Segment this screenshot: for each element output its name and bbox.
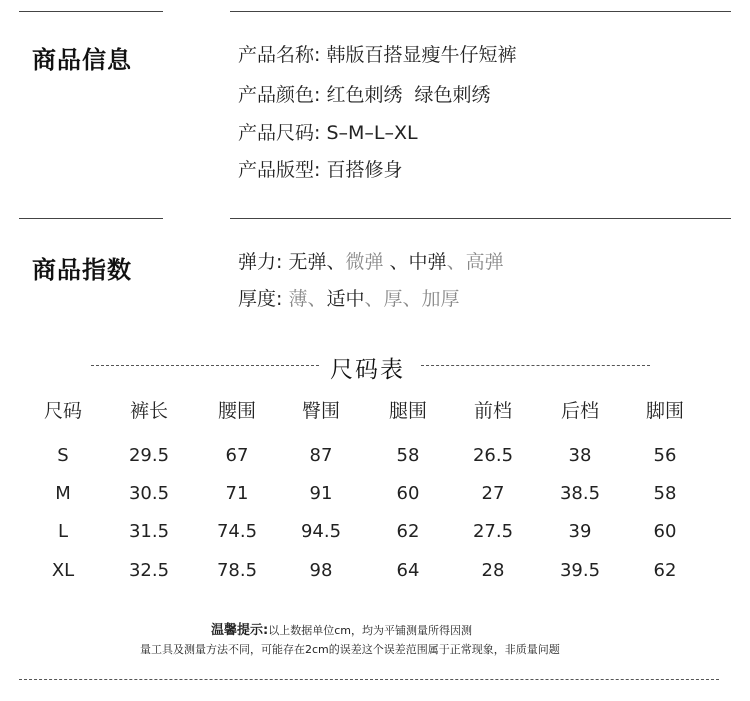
thickness-option-thick: 厚 [383, 288, 403, 310]
product-color-value: 红色刺绣 绿色刺绣 [326, 84, 491, 106]
table-header-cell: 尺码 [43, 400, 83, 422]
product-color-label: 产品颜色: [238, 84, 321, 106]
divider-top-right [230, 11, 731, 12]
product-name-value: 韩版百搭显瘦牛仔短裤 [326, 44, 517, 66]
elasticity-separator: 、 [446, 251, 466, 273]
table-cell: S [57, 445, 69, 466]
table-cell: 60 [396, 483, 420, 504]
thickness-separator: 、 [402, 288, 422, 310]
table-header-cell: 前档 [473, 400, 513, 422]
elasticity-option-none: 无弹 [288, 251, 327, 273]
tips-line-1 [211, 624, 472, 637]
table-cell: 62 [653, 560, 677, 581]
table-cell: 98 [309, 560, 333, 581]
thickness-option-thin: 薄 [288, 288, 308, 310]
table-cell: 28 [481, 560, 505, 581]
table-cell: 60 [653, 521, 677, 542]
table-cell: 39 [568, 521, 592, 542]
table-cell: 26.5 [472, 445, 514, 466]
table-cell: 87 [309, 445, 333, 466]
divider-bottom-dashed [19, 679, 719, 680]
product-fit-label: 产品版型: [238, 159, 321, 181]
size-table-title: 尺码表 [330, 357, 405, 383]
table-header-cell: 脚围 [645, 400, 685, 422]
product-color-row [238, 86, 491, 105]
elasticity-option-slight: 微弹 [345, 251, 384, 273]
elasticity-separator: 、 [383, 251, 409, 273]
table-cell: 58 [653, 483, 677, 504]
thickness-separator: 、 [307, 288, 327, 310]
tips-lead: 温馨提示: [211, 623, 269, 638]
divider-mid-right [230, 218, 731, 219]
table-header-cell: 腿围 [388, 400, 428, 422]
elasticity-separator: 、 [326, 251, 346, 273]
thickness-row [238, 290, 460, 309]
thickness-option-extra-thick: 加厚 [421, 288, 460, 310]
elasticity-option-high: 高弹 [465, 251, 504, 273]
table-cell: 91 [309, 483, 333, 504]
elasticity-label: 弹力: [238, 251, 283, 273]
product-size-row [238, 124, 418, 143]
table-title-dash-right [421, 365, 650, 366]
table-cell: 38.5 [559, 483, 601, 504]
table-cell: 39.5 [559, 560, 601, 581]
table-cell: 32.5 [128, 560, 170, 581]
table-cell: 58 [396, 445, 420, 466]
table-cell: L [57, 521, 69, 542]
table-cell: 27 [481, 483, 505, 504]
table-cell: M [55, 483, 71, 504]
product-fit-value: 百搭修身 [326, 159, 403, 181]
tips-line-2: 量工具及测量方法不同，可能存在2cm的误差这个误差范围属于正常现象，非质量问题 [140, 643, 560, 656]
table-cell: 29.5 [128, 445, 170, 466]
divider-mid-left [19, 218, 163, 219]
product-size-label: 产品尺码: [238, 122, 321, 144]
divider-top-left [19, 11, 163, 12]
table-cell: 62 [396, 521, 420, 542]
thickness-separator: 、 [364, 288, 384, 310]
table-cell: 30.5 [128, 483, 170, 504]
table-cell: 64 [396, 560, 420, 581]
elasticity-row [238, 253, 504, 272]
table-header-cell: 臀围 [301, 400, 341, 422]
thickness-label: 厚度: [238, 288, 283, 310]
product-name-row [238, 46, 516, 65]
table-cell: 74.5 [216, 521, 258, 542]
table-title-dash-left [91, 365, 319, 366]
elasticity-option-medium: 中弹 [408, 251, 447, 273]
table-cell: 31.5 [128, 521, 170, 542]
table-cell: 38 [568, 445, 592, 466]
product-name-label: 产品名称: [238, 44, 321, 66]
table-header-cell: 后档 [560, 400, 600, 422]
thickness-option-moderate: 适中 [326, 288, 365, 310]
table-cell: 78.5 [216, 560, 258, 581]
table-cell: 56 [653, 445, 677, 466]
table-cell: 94.5 [300, 521, 342, 542]
product-index-title: 商品指数 [32, 256, 132, 284]
table-header-cell: 裤长 [129, 400, 169, 422]
table-header-cell: 腰围 [217, 400, 257, 422]
table-cell: 71 [225, 483, 249, 504]
tips-text-1: 以上数据单位cm，均为平铺测量所得因测 [268, 624, 472, 637]
product-size-value: S–M–L–XL [326, 122, 418, 144]
table-cell: 27.5 [472, 521, 514, 542]
product-info-title: 商品信息 [32, 46, 132, 74]
table-cell: 67 [225, 445, 249, 466]
product-fit-row [238, 161, 402, 180]
table-cell: XL [51, 560, 75, 581]
